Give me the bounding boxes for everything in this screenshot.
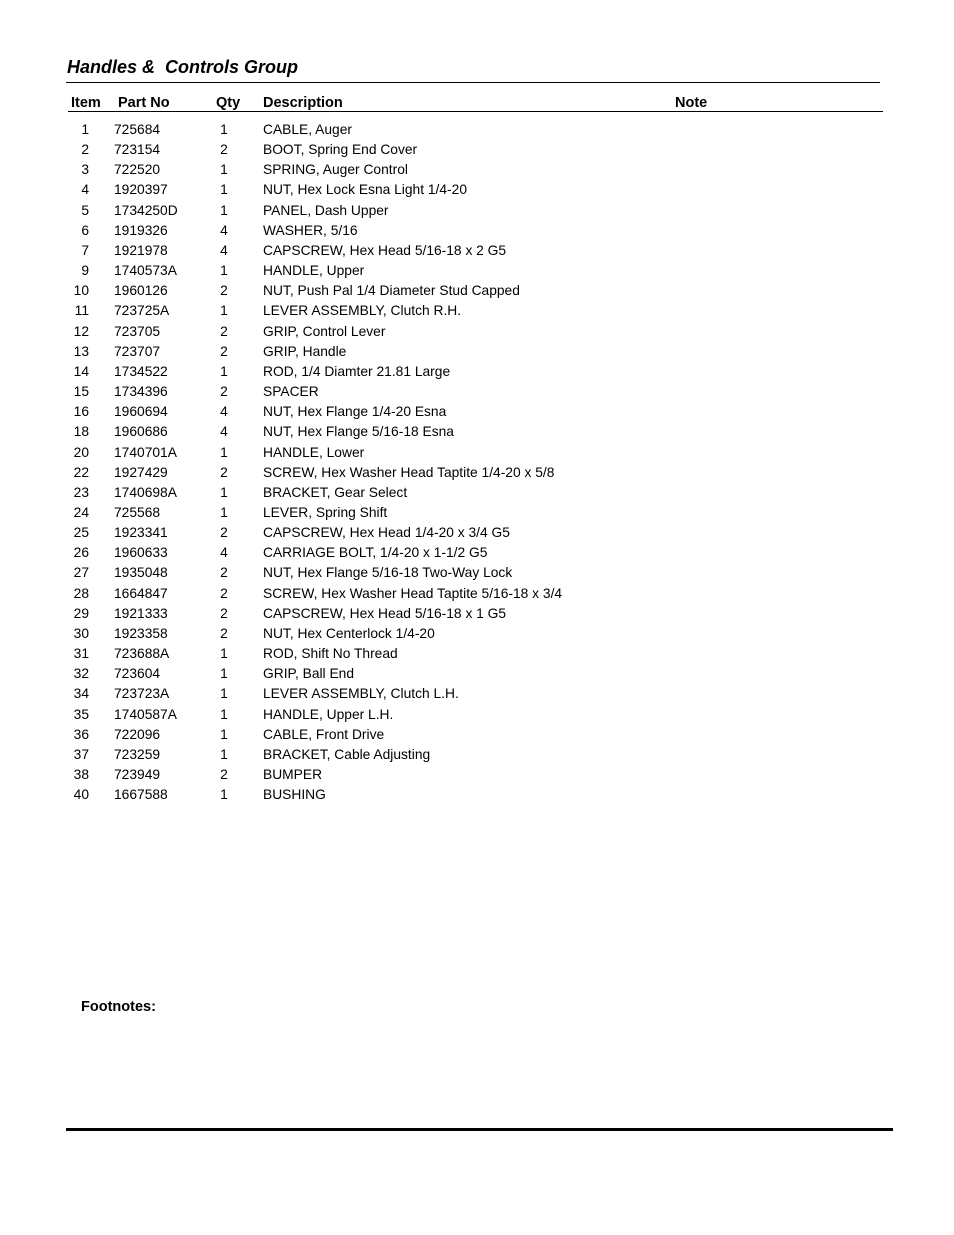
description-cell: SCREW, Hex Washer Head Taptite 1/4-20 x 5/8 xyxy=(263,464,555,480)
item-number-cell: 22 xyxy=(73,464,89,480)
quantity-cell: 1 xyxy=(220,263,228,279)
page-title: Handles & Controls Group xyxy=(67,57,299,77)
quantity-cell: 2 xyxy=(220,565,228,581)
part-number-cell: 722096 xyxy=(114,726,161,742)
quantity-cell: 4 xyxy=(220,222,228,238)
item-number-cell: 40 xyxy=(73,787,89,803)
table-row xyxy=(0,323,954,343)
item-number-cell: 36 xyxy=(73,726,89,742)
item-number-cell: 7 xyxy=(81,242,89,258)
item-number-cell: 6 xyxy=(81,222,89,238)
table-row xyxy=(0,605,954,625)
quantity-cell: 1 xyxy=(220,444,228,460)
part-number-cell: 1920397 xyxy=(114,182,168,198)
description-cell: GRIP, Handle xyxy=(263,343,347,359)
part-number-cell: 1667588 xyxy=(114,787,168,803)
part-number-cell: 1740698A xyxy=(114,484,177,500)
quantity-cell: 4 xyxy=(220,424,228,440)
quantity-cell: 2 xyxy=(220,384,228,400)
item-number-cell: 24 xyxy=(73,504,89,520)
quantity-cell: 1 xyxy=(220,706,228,722)
table-row xyxy=(0,706,954,726)
table-row xyxy=(0,423,954,443)
description-cell: LEVER ASSEMBLY, Clutch R.H. xyxy=(263,303,462,319)
table-row xyxy=(0,403,954,423)
part-number-cell: 1935048 xyxy=(114,565,168,581)
quantity-cell: 2 xyxy=(220,767,228,782)
description-cell: HANDLE, Upper L.H. xyxy=(263,706,394,722)
description-cell: GRIP, Ball End xyxy=(263,666,355,682)
table-row xyxy=(0,464,954,484)
quantity-cell: 1 xyxy=(220,787,228,803)
column-header-qty: Qty xyxy=(216,95,241,111)
part-number-cell: 1921978 xyxy=(114,242,168,258)
table-row xyxy=(0,746,954,766)
item-number-cell: 10 xyxy=(73,283,89,299)
part-number-cell: 1921333 xyxy=(114,605,168,621)
description-cell: SPRING, Auger Control xyxy=(263,162,408,178)
quantity-cell: 2 xyxy=(220,525,228,541)
part-number-cell: 1927429 xyxy=(114,464,168,480)
part-number-cell: 1960686 xyxy=(114,424,168,440)
part-number-cell: 723259 xyxy=(114,746,161,762)
item-number-cell: 14 xyxy=(73,363,89,379)
description-cell: WASHER, 5/16 xyxy=(263,222,358,238)
quantity-cell: 2 xyxy=(220,585,228,601)
quantity-cell: 1 xyxy=(220,162,228,178)
description-cell: ROD, Shift No Thread xyxy=(263,646,398,662)
table-row xyxy=(0,222,954,242)
description-cell: LEVER, Spring Shift xyxy=(263,504,388,520)
table-row xyxy=(0,585,954,605)
part-number-cell: 1960694 xyxy=(114,404,168,420)
part-number-cell: 723949 xyxy=(114,767,161,782)
description-cell: BOOT, Spring End Cover xyxy=(263,142,418,158)
table-row xyxy=(0,726,954,746)
part-number-cell: 723707 xyxy=(114,343,161,359)
description-cell: NUT, Hex Centerlock 1/4-20 xyxy=(263,625,435,641)
part-number-cell: 723705 xyxy=(114,323,161,339)
part-number-cell: 1960633 xyxy=(114,545,168,561)
table-row xyxy=(0,665,954,685)
item-number-cell: 15 xyxy=(73,384,89,400)
part-number-cell: 1734522 xyxy=(114,363,168,379)
item-number-cell: 27 xyxy=(73,565,89,581)
quantity-cell: 1 xyxy=(220,303,228,319)
description-cell: NUT, Push Pal 1/4 Diameter Stud Capped xyxy=(263,283,520,299)
description-cell: NUT, Hex Flange 5/16-18 Esna xyxy=(263,424,454,440)
table-row xyxy=(0,685,954,705)
description-cell: CAPSCREW, Hex Head 5/16-18 x 1 G5 xyxy=(263,605,507,621)
description-cell: CABLE, Auger xyxy=(263,122,352,137)
column-header-note: Note xyxy=(675,95,708,111)
item-number-cell: 13 xyxy=(73,343,89,359)
table-row xyxy=(0,645,954,665)
item-number-cell: 32 xyxy=(73,666,89,682)
description-cell: SCREW, Hex Washer Head Taptite 5/16-18 x 3/4 xyxy=(263,585,563,601)
item-number-cell: 37 xyxy=(73,746,89,762)
table-row xyxy=(0,161,954,181)
part-number-cell: 723688A xyxy=(114,646,170,662)
table-row xyxy=(0,363,954,383)
quantity-cell: 2 xyxy=(220,605,228,621)
table-row xyxy=(0,383,954,403)
description-cell: CARRIAGE BOLT, 1/4-20 x 1-1/2 G5 xyxy=(263,545,488,561)
description-cell: ROD, 1/4 Diamter 21.81 Large xyxy=(263,363,451,379)
column-header-description: Description xyxy=(263,95,343,111)
table-row xyxy=(0,262,954,282)
quantity-cell: 1 xyxy=(220,686,228,702)
table-row xyxy=(0,121,954,141)
description-cell: CAPSCREW, Hex Head 1/4-20 x 3/4 G5 xyxy=(263,525,510,541)
part-number-cell: 1923358 xyxy=(114,625,168,641)
item-number-cell: 11 xyxy=(74,303,89,319)
description-cell: BRACKET, Cable Adjusting xyxy=(263,746,431,762)
item-number-cell: 3 xyxy=(81,162,89,178)
part-number-cell: 1923341 xyxy=(114,525,168,541)
quantity-cell: 1 xyxy=(220,666,228,682)
description-cell: HANDLE, Upper xyxy=(263,263,365,279)
column-header-item: Item xyxy=(71,95,101,111)
item-number-cell: 28 xyxy=(73,585,89,601)
item-number-cell: 23 xyxy=(73,484,89,500)
quantity-cell: 2 xyxy=(220,625,228,641)
part-number-cell: 723154 xyxy=(114,142,161,158)
table-row xyxy=(0,564,954,584)
table-row xyxy=(0,504,954,524)
item-number-cell: 25 xyxy=(73,525,89,541)
description-cell: LEVER ASSEMBLY, Clutch L.H. xyxy=(263,686,459,702)
item-number-cell: 26 xyxy=(73,545,89,561)
quantity-cell: 1 xyxy=(220,646,228,662)
table-row xyxy=(0,766,954,786)
bottom-divider xyxy=(66,1128,893,1131)
item-number-cell: 18 xyxy=(73,424,89,440)
table-row xyxy=(0,786,954,806)
part-number-cell: 1919326 xyxy=(114,222,168,238)
description-cell: BUMPER xyxy=(263,767,323,782)
description-cell: CAPSCREW, Hex Head 5/16-18 x 2 G5 xyxy=(263,242,507,258)
quantity-cell: 1 xyxy=(220,484,228,500)
part-number-cell: 725568 xyxy=(114,504,161,520)
quantity-cell: 1 xyxy=(220,182,228,198)
item-number-cell: 34 xyxy=(73,686,89,702)
quantity-cell: 1 xyxy=(220,363,228,379)
part-number-cell: 725684 xyxy=(114,122,161,137)
title-divider xyxy=(66,82,880,83)
part-number-cell: 1734250D xyxy=(114,202,178,218)
description-cell: HANDLE, Lower xyxy=(263,444,365,460)
item-number-cell: 29 xyxy=(73,605,89,621)
description-cell: CABLE, Front Drive xyxy=(263,726,385,742)
table-row xyxy=(0,242,954,262)
description-cell: NUT, Hex Flange 1/4-20 Esna xyxy=(263,404,447,420)
item-number-cell: 9 xyxy=(81,263,89,279)
footnotes-label: Footnotes: xyxy=(81,999,156,1015)
quantity-cell: 1 xyxy=(220,504,228,520)
table-row xyxy=(0,141,954,161)
part-number-cell: 723725A xyxy=(114,303,170,319)
description-cell: GRIP, Control Lever xyxy=(263,323,386,339)
item-number-cell: 30 xyxy=(73,625,89,641)
part-number-cell: 1740573A xyxy=(114,263,177,279)
header-divider xyxy=(68,111,883,112)
quantity-cell: 1 xyxy=(220,726,228,742)
table-row xyxy=(0,202,954,222)
item-number-cell: 4 xyxy=(81,182,89,198)
part-number-cell: 1734396 xyxy=(114,384,168,400)
item-number-cell: 1 xyxy=(81,122,89,137)
part-number-cell: 1960126 xyxy=(114,283,168,299)
quantity-cell: 1 xyxy=(220,746,228,762)
item-number-cell: 31 xyxy=(73,646,89,662)
item-number-cell: 2 xyxy=(81,142,89,158)
part-number-cell: 1740701A xyxy=(114,444,177,460)
quantity-cell: 2 xyxy=(220,343,228,359)
table-row xyxy=(0,544,954,564)
part-number-cell: 723723A xyxy=(114,686,170,702)
table-row xyxy=(0,282,954,302)
part-number-cell: 722520 xyxy=(114,162,161,178)
table-row xyxy=(0,302,954,322)
table-row xyxy=(0,343,954,363)
quantity-cell: 1 xyxy=(220,122,228,137)
part-number-cell: 723604 xyxy=(114,666,161,682)
quantity-cell: 2 xyxy=(220,464,228,480)
table-row xyxy=(0,484,954,504)
item-number-cell: 12 xyxy=(73,323,89,339)
description-cell: SPACER xyxy=(263,384,319,400)
part-number-cell: 1740587A xyxy=(114,706,177,722)
item-number-cell: 16 xyxy=(73,404,89,420)
part-number-cell: 1664847 xyxy=(114,585,168,601)
description-cell: BRACKET, Gear Select xyxy=(263,484,408,500)
table-row xyxy=(0,524,954,544)
quantity-cell: 2 xyxy=(220,283,228,299)
description-cell: PANEL, Dash Upper xyxy=(263,202,389,218)
quantity-cell: 2 xyxy=(220,323,228,339)
table-row xyxy=(0,625,954,645)
item-number-cell: 20 xyxy=(73,444,89,460)
quantity-cell: 1 xyxy=(220,202,228,218)
item-number-cell: 35 xyxy=(73,706,89,722)
table-row xyxy=(0,181,954,201)
quantity-cell: 2 xyxy=(220,142,228,158)
description-cell: NUT, Hex Flange 5/16-18 Two-Way Lock xyxy=(263,565,513,581)
quantity-cell: 4 xyxy=(220,242,228,258)
table-row xyxy=(0,444,954,464)
item-number-cell: 38 xyxy=(73,767,89,782)
quantity-cell: 4 xyxy=(220,404,228,420)
item-number-cell: 5 xyxy=(81,202,89,218)
parts-table-body xyxy=(0,121,954,806)
column-header-part-no: Part No xyxy=(118,95,170,111)
quantity-cell: 4 xyxy=(220,545,228,561)
description-cell: NUT, Hex Lock Esna Light 1/4-20 xyxy=(263,182,467,198)
description-cell: BUSHING xyxy=(263,787,326,803)
